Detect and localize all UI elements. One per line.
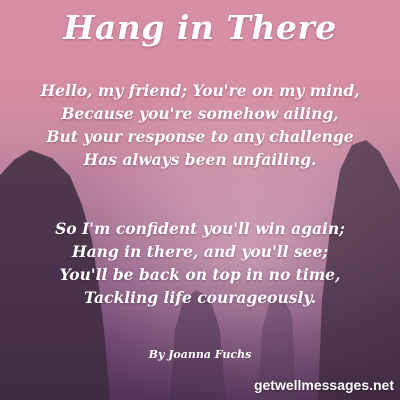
poem-line: You'll be back on top in no time,	[59, 265, 341, 284]
poem-line: Hello, my friend; You're on my mind,	[40, 81, 360, 100]
poem-line: Has always been unfailing.	[83, 150, 317, 169]
stanza-2	[0, 217, 400, 309]
website-watermark: getwellmessages.net	[253, 377, 394, 393]
poem-line: Because you're somehow ailing,	[61, 104, 339, 123]
stanza-1	[0, 79, 400, 171]
author-byline: By Joanna Fuchs	[148, 348, 252, 361]
poem-line: Hang in there, and you'll see;	[71, 242, 329, 261]
poem-line: Tackling life courageously.	[83, 288, 317, 307]
poem-title: Hang in There	[63, 8, 337, 47]
poem-line: But your response to any challenge	[46, 127, 354, 146]
poem-line: So I'm confident you'll win again;	[55, 219, 345, 238]
